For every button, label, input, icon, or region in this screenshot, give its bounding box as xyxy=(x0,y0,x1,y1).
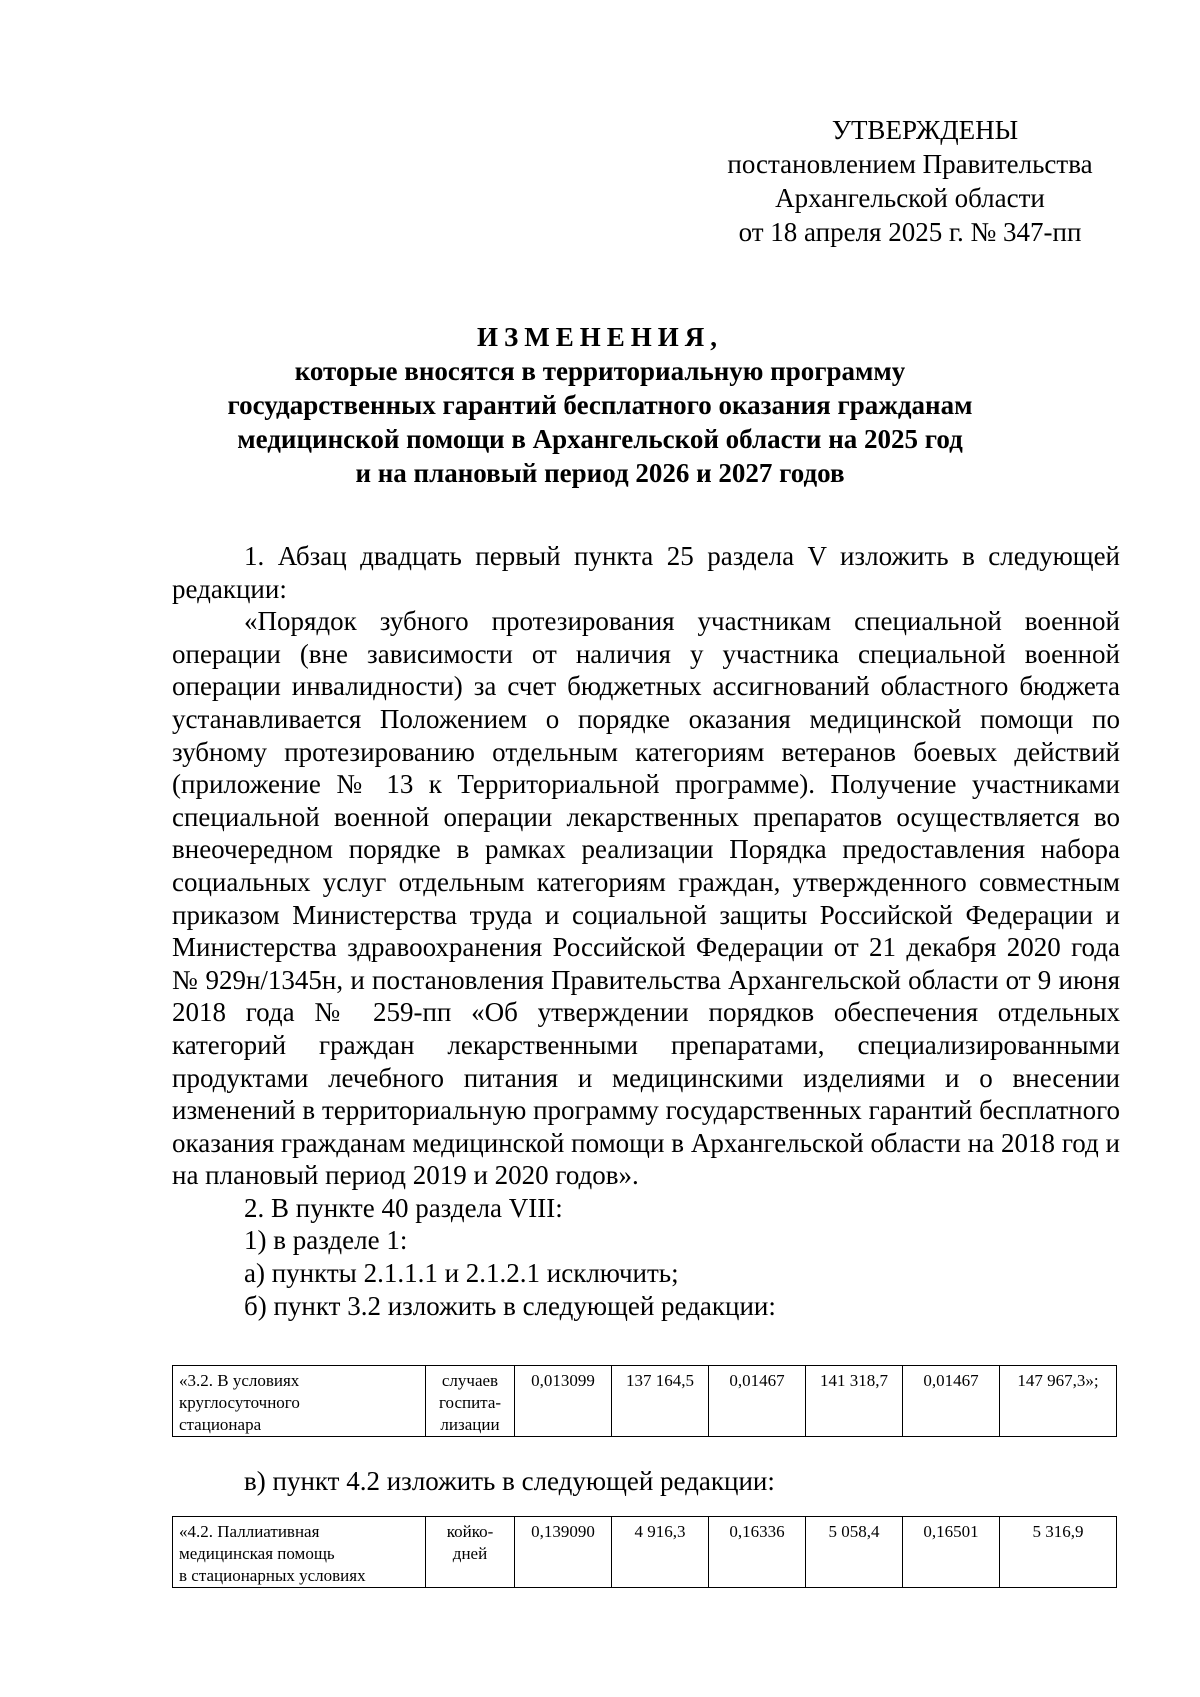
table-1-name-line-3: стационара xyxy=(179,1415,262,1434)
document-title xyxy=(200,320,1000,490)
table-2-value-5: 0,16501 xyxy=(903,1517,1000,1588)
table-1-unit-line-3: лизации xyxy=(440,1415,500,1434)
table-1-value-6: 147 967,3»; xyxy=(1000,1366,1117,1437)
table-row xyxy=(173,1517,1117,1588)
table-1-name-cell xyxy=(173,1366,426,1437)
table-2-value-4: 5 058,4 xyxy=(806,1517,903,1588)
table-1-wrapper xyxy=(172,1365,1117,1437)
table-1-unit-line-2: госпита- xyxy=(438,1393,502,1412)
table-1-value-2: 137 164,5 xyxy=(612,1366,709,1437)
table-2-name-cell xyxy=(173,1517,426,1588)
table-2-value-3: 0,16336 xyxy=(709,1517,806,1588)
document-body-2 xyxy=(172,1465,1120,1498)
table-2-unit-line-1: койко- xyxy=(446,1522,494,1541)
title-line-1: которые вносятся в территориальную программу xyxy=(294,356,906,386)
table-2-wrapper xyxy=(172,1516,1117,1588)
paragraph-2: «Порядок зубного протезирования участникам специальной военной операции (вне зависимости от наличия у участника специальной военной операции инвалидности) за счет бюджетных ассигнований областного бюджета устанавливается Положением о порядке оказания медицинской помощи по зубному протезированию отдельным категориям ветеранов боевых действий (приложение № 13 к Территориальной программе). Получение участниками специальной военной операции лекарственных препаратов осуществляется во внеочередном порядке в рамках реализации Порядка предоставления набора социальных услуг отдельным категориям граждан, утвержденного совместным приказом Министерства труда и социальной защиты Российской Федерации и Министерства здравоохранения Российской Федерации от 21 декабря 2020 года № 929н/1345н, и постановления Правительства Архангельской области от 9 июня 2018 года № 259-пп «Об утверждении порядков обеспечения отдельных категорий граждан лекарственными препаратами, специализированными продуктами лечебного питания и медицинскими изделиями и о внесении изменений в территориальную программу государственных гарантий бесплатного оказания гражданам медицинской помощи в Архангельской области на 2018 год и на плановый период 2019 и 2020 годов». xyxy=(172,606,1120,1191)
table-2 xyxy=(172,1516,1117,1588)
table-1-name-line-1: «3.2. В условиях xyxy=(179,1371,300,1390)
table-2-name-line-1: «4.2. Паллиативная xyxy=(179,1522,320,1541)
table-1-value-1: 0,013099 xyxy=(515,1366,612,1437)
approval-block xyxy=(700,113,1120,249)
table-2-unit-line-2: дней xyxy=(452,1544,488,1563)
table-1-value-3: 0,01467 xyxy=(709,1366,806,1437)
table-2-value-6: 5 316,9 xyxy=(1000,1517,1117,1588)
paragraph-7: в) пункт 4.2 изложить в следующей редакции: xyxy=(244,1466,775,1496)
table-2-name-line-3: в стационарных условиях xyxy=(179,1566,366,1585)
approval-head: УТВЕРЖДЕНЫ xyxy=(831,115,1019,145)
table-2-value-1: 0,139090 xyxy=(515,1517,612,1588)
paragraph-4: 1) в разделе 1: xyxy=(244,1225,408,1256)
paragraph-1: 1. Абзац двадцать первый пункта 25 раздела V изложить в следующей редакции: xyxy=(172,541,1120,604)
table-2-unit-cell xyxy=(426,1517,515,1588)
table-1-value-5: 0,01467 xyxy=(903,1366,1000,1437)
table-1-unit-cell xyxy=(426,1366,515,1437)
paragraph-3: 2. В пункте 40 раздела VIII: xyxy=(244,1192,563,1223)
table-1-name-line-2: круглосуточного xyxy=(179,1393,300,1412)
table-1-unit-line-1: случаев xyxy=(441,1371,499,1390)
approval-line-3: от 18 апреля 2025 г. № 347-пп xyxy=(738,217,1082,247)
title-line-2: государственных гарантий бесплатного оказания гражданам xyxy=(227,390,973,420)
table-1-value-4: 141 318,7 xyxy=(806,1366,903,1437)
title-line-4: и на плановый период 2026 и 2027 годов xyxy=(355,458,845,488)
title-line-3: медицинской помощи в Архангельской области на 2025 год xyxy=(237,424,963,454)
table-2-name-line-2: медицинская помощь xyxy=(179,1544,335,1563)
approval-line-1: постановлением Правительства xyxy=(727,149,1093,179)
table-2-value-2: 4 916,3 xyxy=(612,1517,709,1588)
title-main: ИЗМЕНЕНИЯ, xyxy=(476,322,723,352)
table-row xyxy=(173,1366,1117,1437)
document-body xyxy=(172,540,1120,1322)
table-1 xyxy=(172,1365,1117,1437)
approval-line-2: Архангельской области xyxy=(775,183,1045,213)
paragraph-6: б) пункт 3.2 изложить в следующей редакции: xyxy=(244,1290,776,1321)
paragraph-5: а) пункты 2.1.1.1 и 2.1.2.1 исключить; xyxy=(244,1258,679,1289)
